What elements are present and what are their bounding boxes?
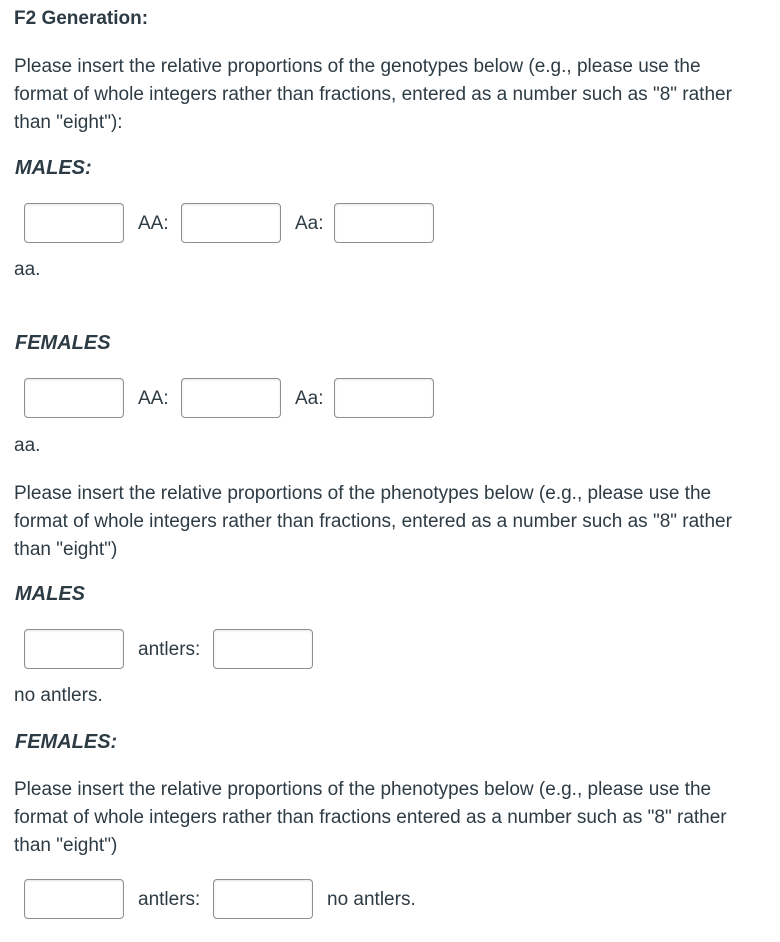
phenotype-instructions: Please insert the relative proportions of the phenotypes below (e.g., please use the format of whole integers rather than fractions, entered as a number such as "8" rather than "eight") [14,483,732,560]
genotype-Aa-label: Aa: [295,388,324,409]
genotype-AA-label: AA: [138,213,169,234]
phenotype-no-antlers-label: no antlers. [14,685,103,706]
genotype-aa-label: aa. [14,259,41,280]
phenotype-antlers-label: antlers: [138,639,201,660]
genotype-Aa-label: Aa: [295,213,324,234]
genotype-females-Aa-input[interactable] [181,378,281,418]
genotype-females-heading: FEMALES [15,332,111,354]
phenotype-males-no-antlers-input[interactable] [213,629,313,669]
genotype-males-aa-input[interactable] [24,203,124,243]
genotype-males-Aa-input[interactable] [181,203,281,243]
genotype-AA-label: AA: [138,388,169,409]
genotype-males-aa-lower-input[interactable] [334,203,434,243]
phenotype-instructions-females: Please insert the relative proportions of the phenotypes below (e.g., please use the format of whole integers rather than fractions entered as a number such as "8" rather than "eight") [14,779,727,856]
phenotype-males-heading: MALES [15,583,85,605]
genotype-males-heading: MALES: [15,157,92,179]
phenotype-males-antlers-input[interactable] [24,629,124,669]
page-title: F2 Generation: [14,8,149,29]
genotype-females-aa-input[interactable] [334,378,434,418]
phenotype-females-no-antlers-input[interactable] [213,879,313,919]
phenotype-antlers-label: antlers: [138,889,201,910]
phenotype-females-antlers-input[interactable] [24,879,124,919]
phenotype-females-heading: FEMALES: [15,731,118,753]
phenotype-no-antlers-label: no antlers. [327,889,416,910]
genotype-instructions: Please insert the relative proportions of the genotypes below (e.g., please use the format of whole integers rather than fractions, entered as a number such as "8" rather than "eight"): [14,56,732,133]
genotype-females-AA-input[interactable] [24,378,124,418]
genotype-aa-label: aa. [14,435,41,456]
